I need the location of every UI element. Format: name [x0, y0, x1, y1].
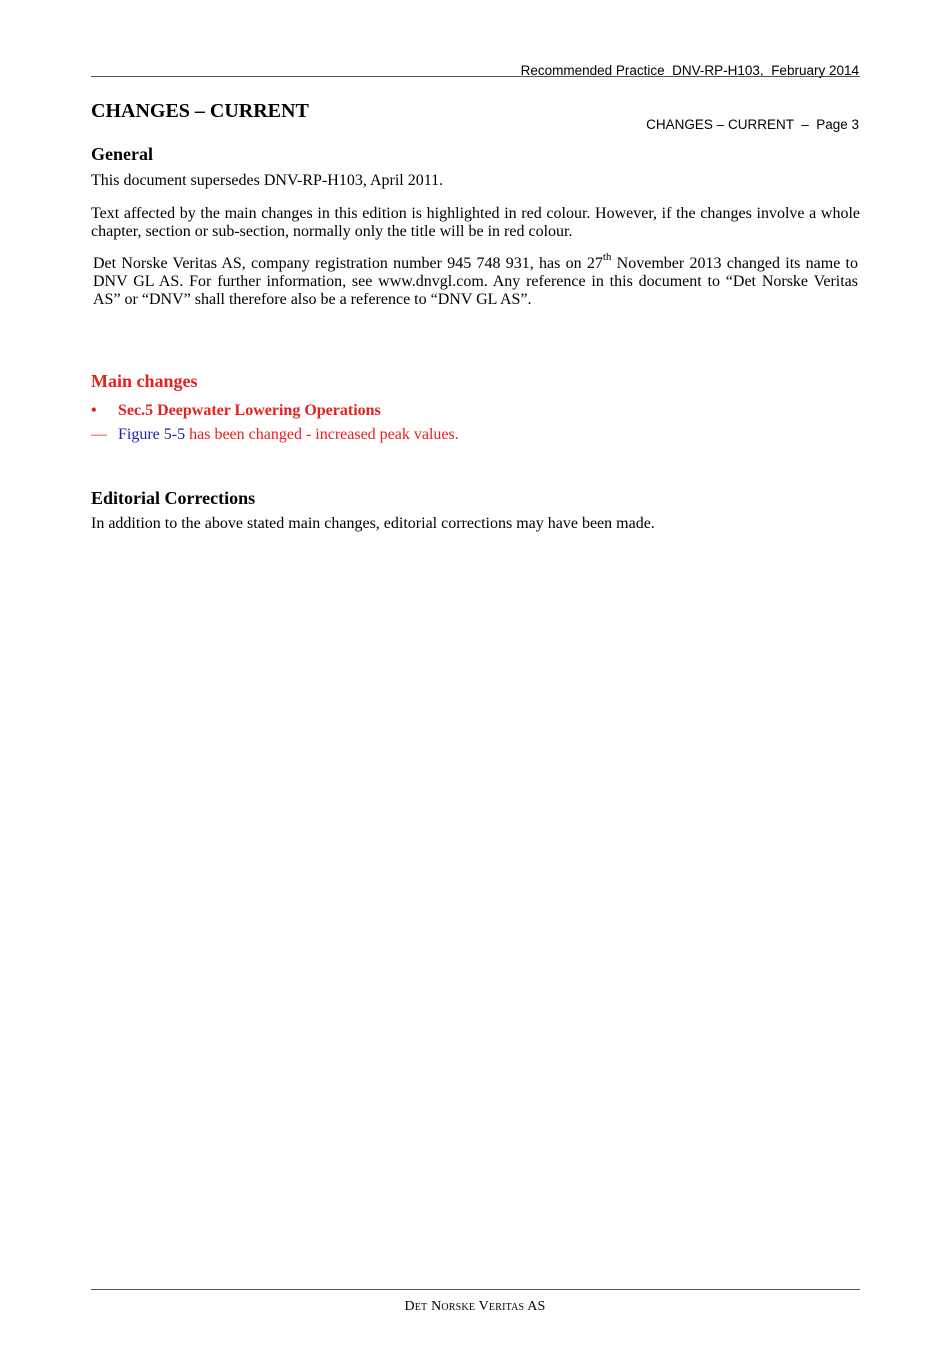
page-title: CHANGES – CURRENT: [91, 100, 309, 122]
figure-link[interactable]: Figure 5-5: [118, 426, 186, 443]
main-change-description: has been changed - increased peak values.: [185, 426, 459, 443]
registration-superscript: th: [602, 250, 612, 263]
registration-note: [91, 250, 860, 309]
registration-text-1: Det Norske Veritas AS, company registration number 945 748 931, has on 27: [93, 255, 603, 272]
main-changes-heading: Main changes: [91, 371, 198, 391]
header-document-info: Recommended Practice DNV-RP-H103, February 2014: [520, 63, 859, 78]
bullet-icon: •: [91, 402, 97, 419]
footer-rule: [91, 1289, 860, 1290]
header-rule: [91, 76, 860, 77]
general-heading: General: [91, 144, 153, 164]
main-change-section: [91, 401, 860, 421]
page-footer: Det Norske Veritas AS: [404, 1299, 546, 1314]
header-page-info: CHANGES – CURRENT – Page 3: [646, 117, 859, 132]
editorial-text: In addition to the above stated main changes, editorial corrections may have been made.: [91, 515, 655, 532]
registration-text-2: November 2013 changed its name to DNV GL AS. For further information, see www.dnvgl.com. Any reference in this document to “Det Norske Veritas AS” or “DNV” shall therefore also be a reference to “DNV GL AS”.: [93, 255, 858, 308]
page-content: [91, 98, 860, 533]
main-change-section-title: Sec.5 Deepwater Lowering Operations: [118, 402, 381, 419]
editorial-heading: Editorial Corrections: [91, 488, 256, 508]
highlight-note: Text affected by the main changes in this edition is highlighted in red colour. However, if the changes involve a whole chapter, section or sub-section, normally only the title will be in red colour.: [91, 205, 860, 240]
supersedes-text: This document supersedes DNV-RP-H103, April 2011.: [91, 172, 444, 189]
dash-icon: —: [91, 426, 107, 443]
main-change-item: [91, 425, 860, 445]
